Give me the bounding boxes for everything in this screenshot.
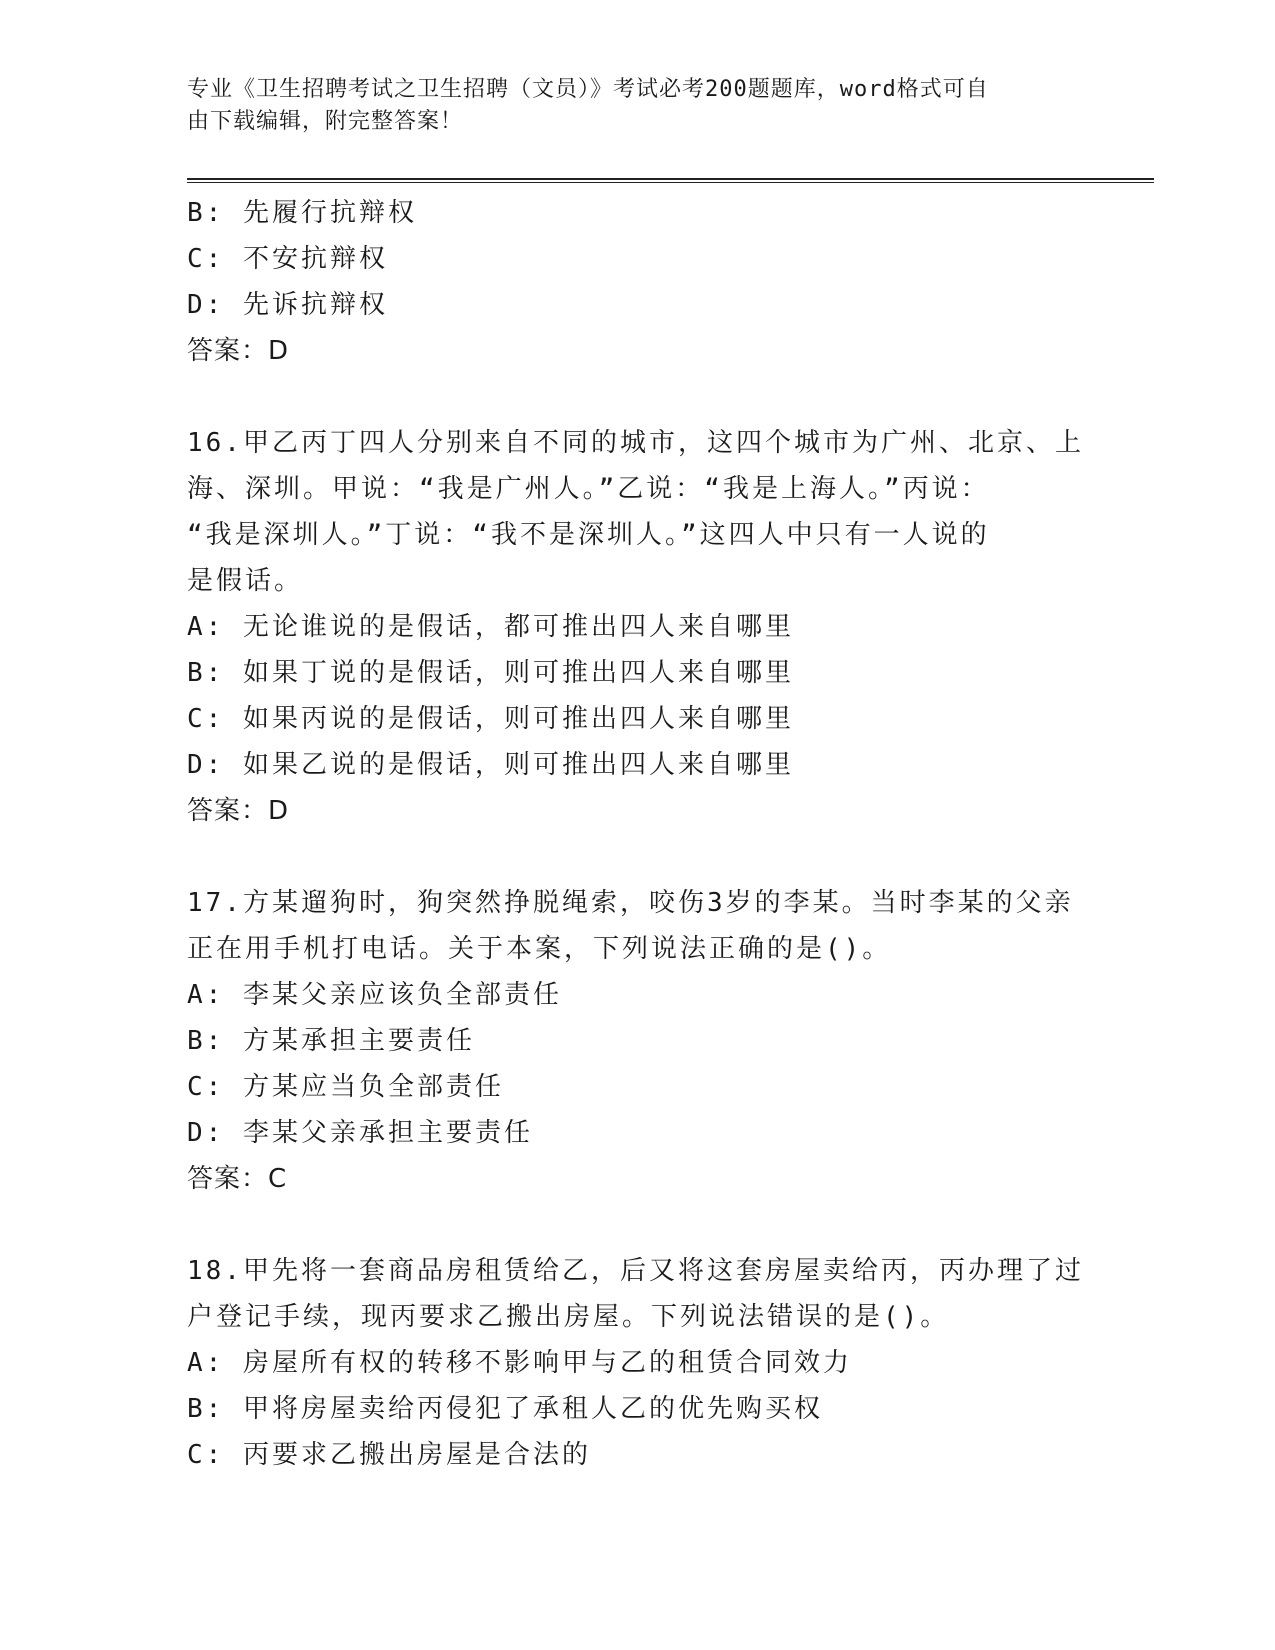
question-block-carryover xyxy=(187,190,1087,374)
option-b: B: 方某承担主要责任 xyxy=(187,1026,475,1056)
option-d: D: 如果乙说的是假话，则可推出四人来自哪里 xyxy=(187,750,794,780)
header-line-1: 专业《卫生招聘考试之卫生招聘（文员）》考试必考200题题库，word格式可自 xyxy=(187,77,989,102)
question-list xyxy=(187,190,1087,1478)
question-stem-line: 是假话。 xyxy=(187,566,304,596)
option-a: A: 李某父亲应该负全部责任 xyxy=(187,980,562,1010)
spacer xyxy=(187,834,1087,880)
header-divider xyxy=(187,178,1154,183)
spacer xyxy=(187,1202,1087,1248)
option-a: A: 无论谁说的是假话，都可推出四人来自哪里 xyxy=(187,612,794,642)
answer-line: 答案：D xyxy=(187,796,290,826)
document-header xyxy=(187,74,1067,138)
header-line-2: 由下载编辑，附完整答案！ xyxy=(187,109,464,134)
question-stem-line: 正在用手机打电话。关于本案，下列说法正确的是()。 xyxy=(187,934,892,964)
option-c: C: 如果丙说的是假话，则可推出四人来自哪里 xyxy=(187,704,794,734)
option-c: C: 丙要求乙搬出房屋是合法的 xyxy=(187,1440,591,1470)
option-a: A: 房屋所有权的转移不影响甲与乙的租赁合同效力 xyxy=(187,1348,852,1378)
option-d: D: 先诉抗辩权 xyxy=(187,290,388,320)
option-d: D: 李某父亲承担主要责任 xyxy=(187,1118,533,1148)
option-b: B: 如果丁说的是假话，则可推出四人来自哪里 xyxy=(187,658,794,688)
option-c: C: 方某应当负全部责任 xyxy=(187,1072,504,1102)
question-stem-line: 海、深圳。甲说：“我是广州人。”乙说：“我是上海人。”丙说： xyxy=(187,474,990,504)
question-block-18 xyxy=(187,1248,1087,1478)
question-stem-line: 18.甲先将一套商品房租赁给乙，后又将这套房屋卖给丙，丙办理了过 xyxy=(187,1256,1084,1286)
question-stem-line: 16.甲乙丙丁四人分别来自不同的城市，这四个城市为广州、北京、上 xyxy=(187,428,1084,458)
question-block-17 xyxy=(187,880,1087,1202)
option-b: B: 先履行抗辩权 xyxy=(187,198,417,228)
question-stem-line: “我是深圳人。”丁说：“我不是深圳人。”这四人中只有一人说的 xyxy=(187,520,990,550)
spacer xyxy=(187,374,1087,420)
option-b: B: 甲将房屋卖给丙侵犯了承租人乙的优先购买权 xyxy=(187,1394,823,1424)
answer-line: 答案：C xyxy=(187,1164,288,1194)
answer-line: 答案：D xyxy=(187,336,290,366)
question-stem-line: 户登记手续，现丙要求乙搬出房屋。下列说法错误的是()。 xyxy=(187,1302,950,1332)
question-block-16 xyxy=(187,420,1087,834)
question-stem-line: 17.方某遛狗时，狗突然挣脱绳索，咬伤3岁的李某。当时李某的父亲 xyxy=(187,888,1074,918)
option-c: C: 不安抗辩权 xyxy=(187,244,388,274)
